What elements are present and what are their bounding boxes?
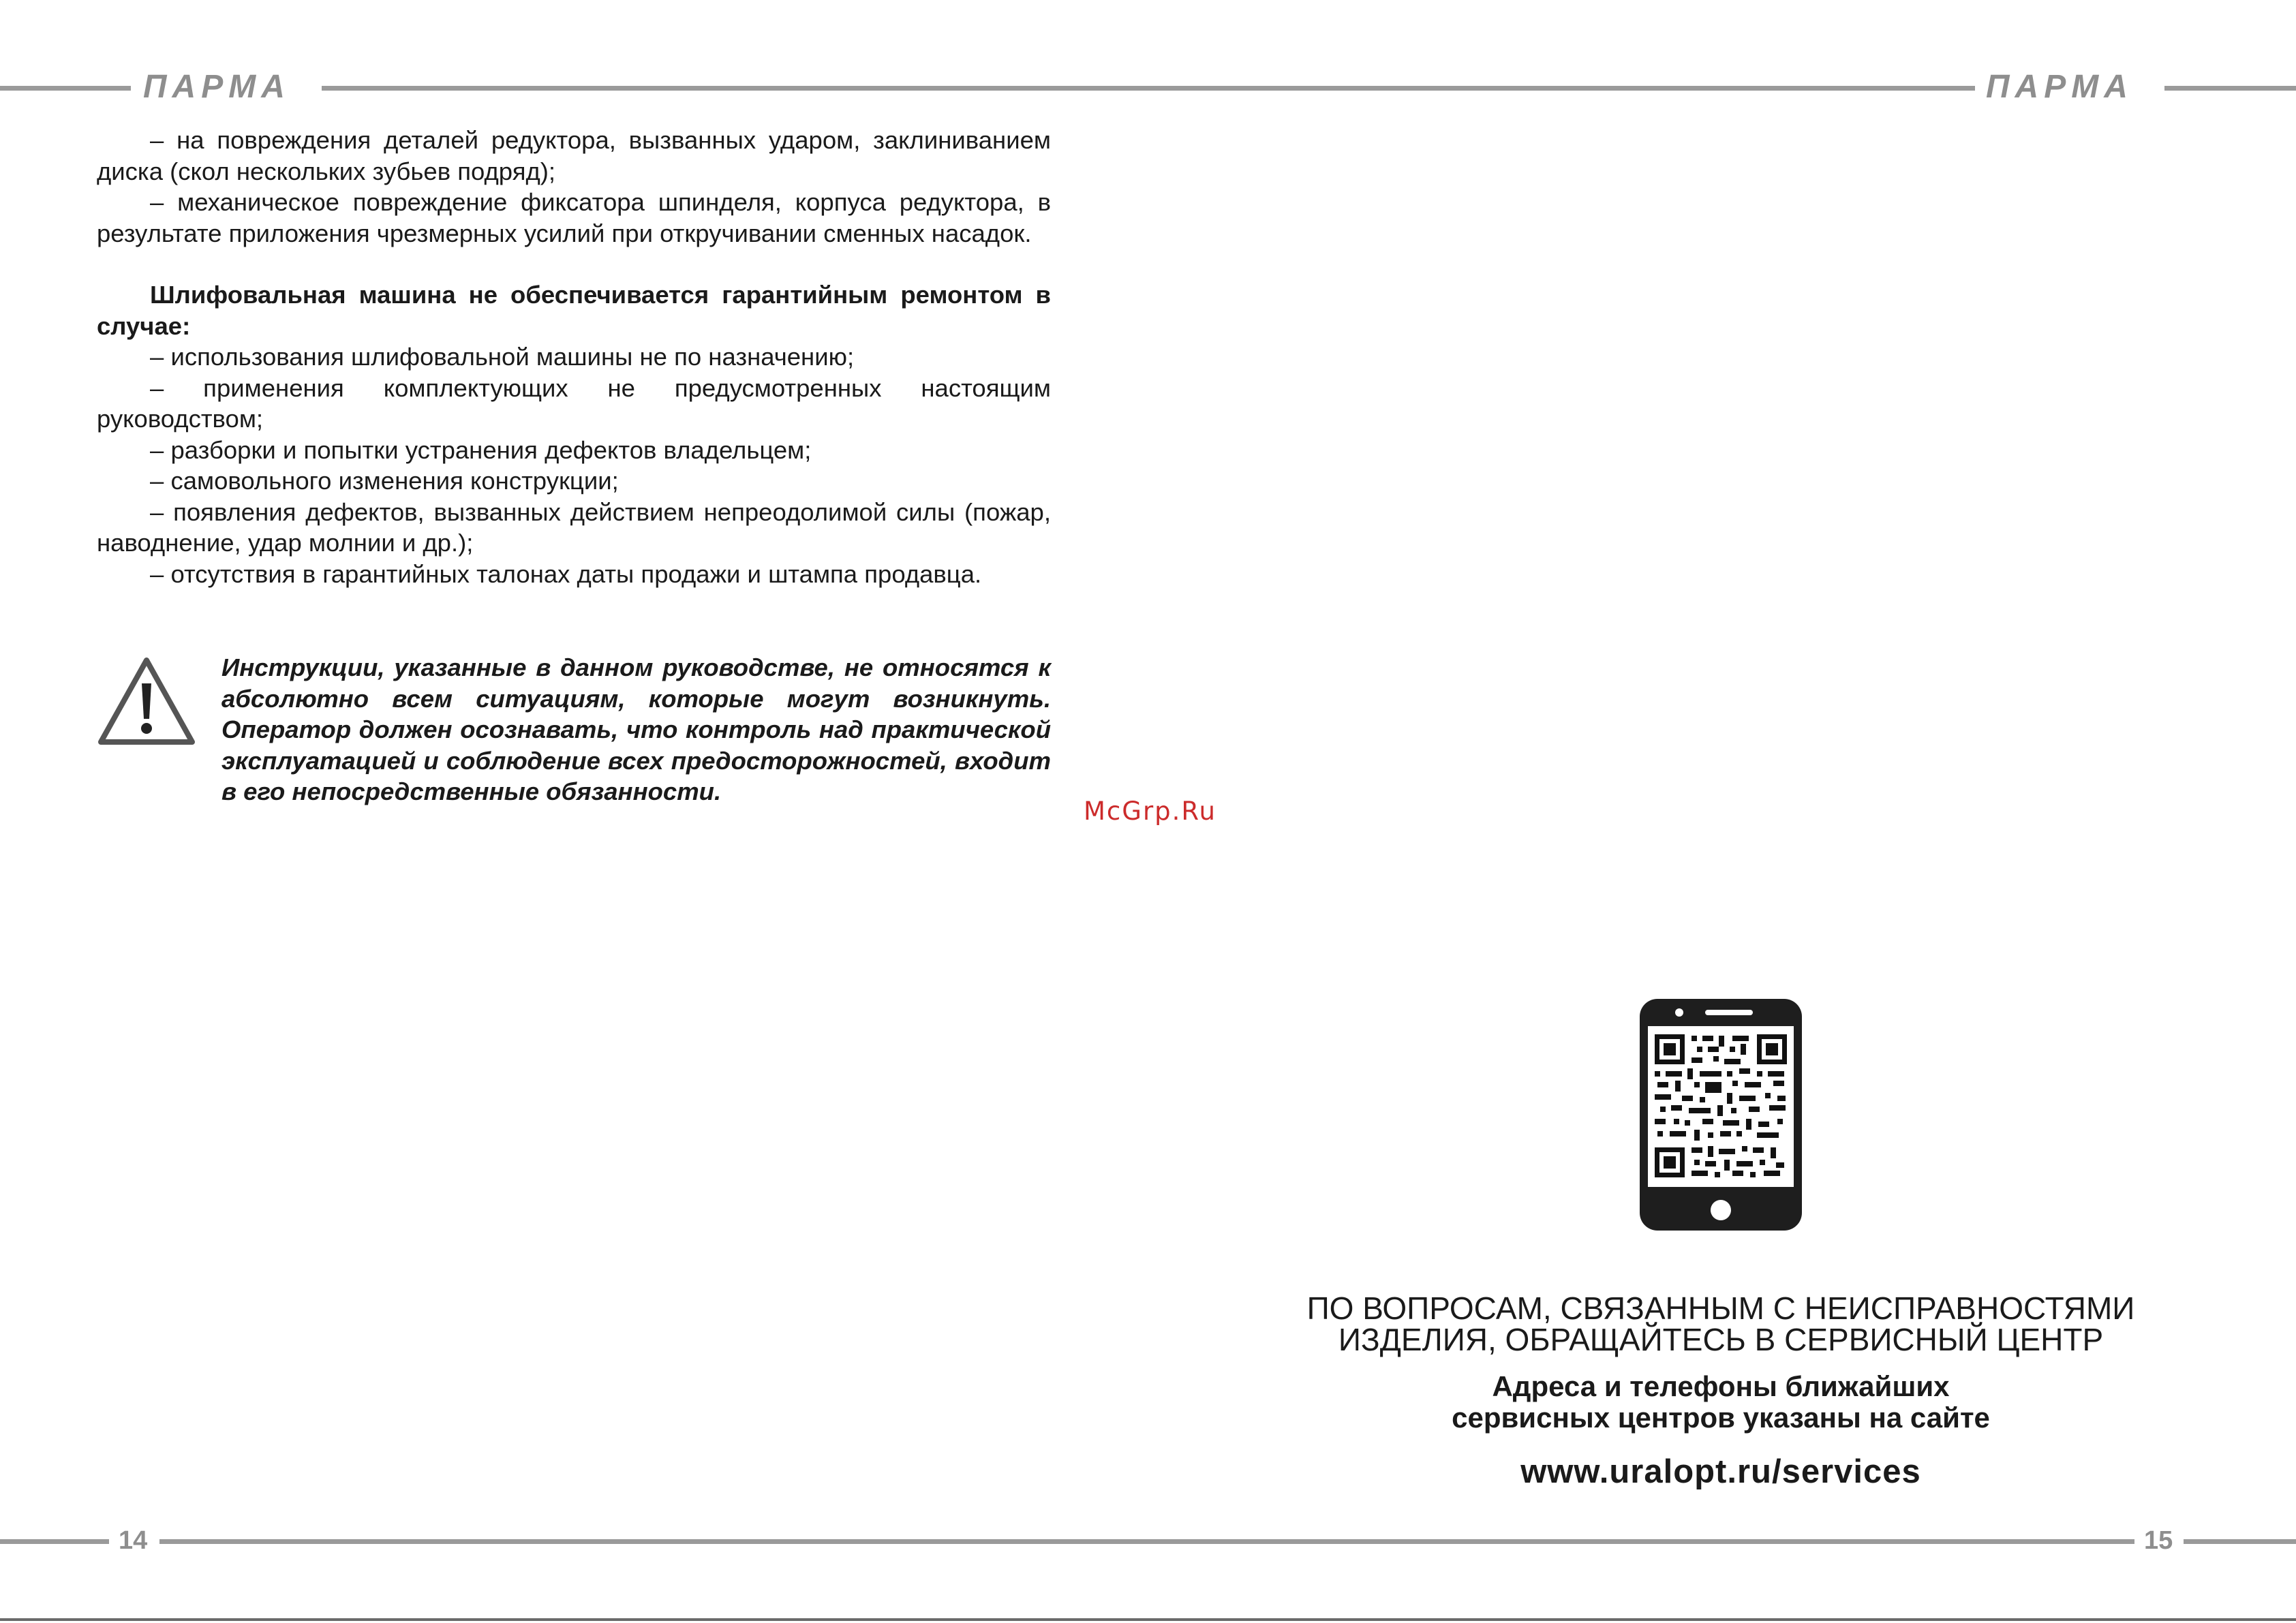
page-bottom-edge — [0, 1618, 2296, 1621]
header-rule-right — [2164, 86, 2296, 91]
header-rule-left — [0, 86, 131, 91]
service-notice — [1281, 1290, 2160, 1357]
warranty-heading: Шлифовальная машина не обеспечивается гарантийным ремонтом в случае: — [97, 281, 1051, 340]
warning-triangle-icon — [97, 656, 196, 747]
footer-rule-left — [0, 1539, 109, 1544]
brand-logo-right: ПАРМА — [1986, 69, 2133, 105]
footer-rule-right — [2184, 1539, 2296, 1544]
footer-rule-middle — [159, 1539, 2134, 1544]
watermark: McGrp.Ru — [1084, 797, 1216, 826]
service-notice-line: ИЗДЕЛИЯ, ОБРАЩАЙТЕСЬ В СЕРВИСНЫЙ ЦЕНТР — [1338, 1322, 2104, 1357]
phone-qr-code-icon — [1637, 996, 1805, 1233]
list-item: – разборки и попытки устранения дефектов владельцем; — [150, 435, 812, 464]
list-item: – появления дефектов, вызванных действием непреодолимой силы (пожар, наводнение, удар молнии и др.); — [97, 497, 1051, 557]
page-number-right: 15 — [2144, 1526, 2173, 1555]
warning-text: Инструкции, указанные в данном руководстве, не относятся к абсолютно всем ситуациям, которые могут возникнуть. Оператор должен осознавать, что контроль над практической эксплуатацией и соблюдение всех предосторожностей, входит в его непосредственные обязанности. — [221, 653, 1051, 805]
list-item: – на повреждения деталей редуктора, вызванных ударом, заклиниванием диска (скол нескольких зубьев подряд); — [97, 126, 1051, 185]
service-centers-info — [1281, 1371, 2160, 1434]
service-centers-line: сервисных центров указаны на сайте — [1452, 1402, 1990, 1434]
page-number-left: 14 — [119, 1526, 148, 1555]
service-notice-line: ПО ВОПРОСАМ, СВЯЗАННЫМ С НЕИСПРАВНОСТЯМИ — [1306, 1290, 2135, 1326]
brand-logo-left: ПАРМА — [143, 69, 290, 105]
list-item: – самовольного изменения конструкции; — [150, 467, 619, 495]
header-rule-middle — [322, 86, 1975, 91]
list-item: – механическое повреждение фиксатора шпинделя, корпуса редуктора, в результате приложения чрезмерных усилий при откручивании сменных насадок. — [97, 188, 1051, 247]
service-url-link[interactable]: www.uralopt.ru/services — [1520, 1453, 1921, 1490]
list-item: – применения комплектующих не предусмотренных настоящим руководством; — [97, 373, 1051, 433]
list-item: – отсутствия в гарантийных талонах даты продажи и штампа продавца. — [150, 559, 982, 588]
left-page-body — [97, 125, 1051, 589]
list-item: – использования шлифовальной машины не по назначению; — [150, 343, 855, 371]
service-centers-line: Адреса и телефоны ближайших — [1492, 1370, 1950, 1402]
